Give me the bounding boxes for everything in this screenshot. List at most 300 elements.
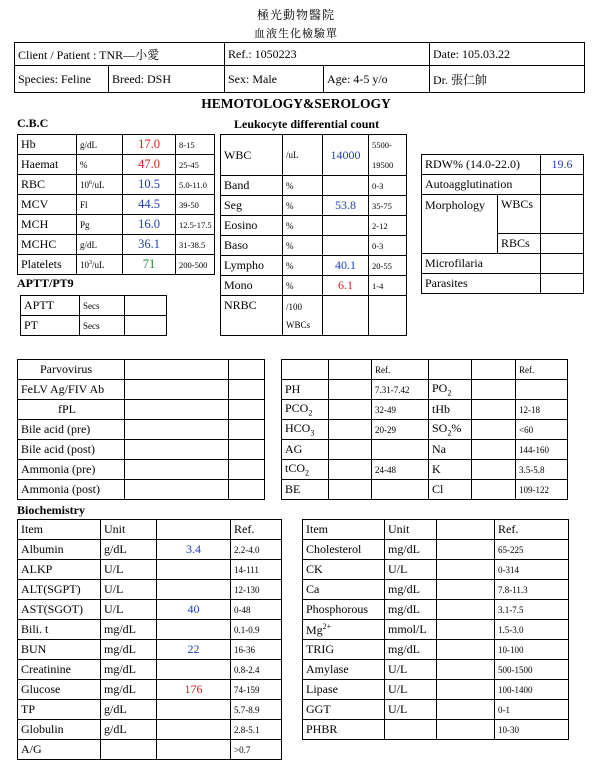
biochem-unit: U/L <box>101 580 157 600</box>
gas-right-value <box>472 440 516 460</box>
cbc-row <box>18 235 215 255</box>
leuko-row <box>221 236 407 256</box>
biochem-value <box>437 640 495 660</box>
serology-test-name: Ammonia (pre) <box>18 460 125 480</box>
gas-left-label: AG <box>282 440 329 460</box>
gas-left-ref: 20-29 <box>372 420 429 440</box>
biochem-unit: mg/dL <box>101 640 157 660</box>
cbc-value: 71 <box>123 255 176 275</box>
biochem-right-row <box>303 680 569 700</box>
main-heading: HEMOTOLOGY&SEROLOGY <box>201 96 391 111</box>
biochem-right-row <box>303 620 569 640</box>
gas-right-label: Cl <box>429 480 472 500</box>
cbc-unit: $10^6/uL$ <box>77 175 123 195</box>
gas-header-blank4 <box>472 360 516 380</box>
morph-rbcs-label: RBCs <box>498 234 541 254</box>
ref-number: Ref.: 1050223 <box>225 43 430 66</box>
biochem-right-row <box>303 720 569 740</box>
biochem-item: Phosphorous <box>303 600 385 620</box>
biochem-ref: 12-130 <box>231 580 282 600</box>
biochem-right-ref-header: Ref. <box>495 520 569 540</box>
leuko-ref: 0-3 <box>369 236 407 256</box>
cbc-row <box>18 155 215 175</box>
biochem-ref: 7.8-11.3 <box>495 580 569 600</box>
cbc-row <box>18 175 215 195</box>
subscript: 2 <box>447 388 452 398</box>
serology-result <box>125 440 229 460</box>
gas-ref-header-left: Ref. <box>372 360 429 380</box>
gas-right-value <box>472 420 516 440</box>
serology-row <box>18 420 265 440</box>
biochem-unit: U/L <box>385 700 437 720</box>
morph-wbcs-blank <box>498 215 541 234</box>
morph-rbcs-value <box>541 234 584 254</box>
leuko-cell-name: Band <box>221 176 283 196</box>
morph-wbcs-label: WBCs <box>498 195 541 215</box>
leuko-cell-name: Baso <box>221 236 283 256</box>
serology-test-name: Ammonia (post) <box>18 480 125 500</box>
aptt-value <box>125 296 167 316</box>
biochem-item: CK <box>303 560 385 580</box>
cbc-value: 10.5 <box>123 175 176 195</box>
biochem-ref: 14-111 <box>231 560 282 580</box>
autoagglutination-value <box>541 175 584 195</box>
biochem-value: 40 <box>157 600 231 620</box>
biochem-value <box>157 580 231 600</box>
gas-left-ref: 7.31-7.42 <box>372 380 429 400</box>
serology-test-name: Bile acid (post) <box>18 440 125 460</box>
cbc-title: C.B.C <box>17 116 49 130</box>
biochem-right-row <box>303 580 569 600</box>
gas-left-value <box>329 480 372 500</box>
serology-row <box>18 480 265 500</box>
leuko-cell-name: Eosino <box>221 216 283 236</box>
biochem-left-row <box>18 740 282 760</box>
biochem-value <box>437 700 495 720</box>
nrbc-ref <box>369 296 407 336</box>
serology-table <box>17 359 265 500</box>
biochem-left-row <box>18 720 282 740</box>
gas-right-label: tHb <box>429 400 472 420</box>
unit-exponent: 6 <box>89 179 92 186</box>
biochem-value: 22 <box>157 640 231 660</box>
leuko-row <box>221 176 407 196</box>
leuko-row-wbc <box>221 135 407 176</box>
biochem-item: Bili. t <box>18 620 101 640</box>
biochem-left-ref-header: Ref. <box>231 520 282 540</box>
biochem-right-unit-header: Unit <box>385 520 437 540</box>
biochem-unit: U/L <box>385 680 437 700</box>
biochem-title: Biochemistry <box>17 503 85 517</box>
serology-row <box>18 460 265 480</box>
leuko-value <box>323 176 369 196</box>
leuko-row <box>221 216 407 236</box>
biochem-unit <box>101 740 157 760</box>
serology-row <box>18 400 265 420</box>
biochem-left-row <box>18 580 282 600</box>
serology-result <box>125 480 229 500</box>
biochem-unit: mg/dL <box>385 540 437 560</box>
biochem-ref: 10-100 <box>495 640 569 660</box>
gas-right-ref: 144-160 <box>516 440 568 460</box>
biochem-value <box>157 720 231 740</box>
parasites-label: Parasites <box>422 274 541 294</box>
cbc-test-name: Hb <box>18 135 77 155</box>
leuko-table <box>220 134 407 336</box>
rdw-value: 19.6 <box>541 155 584 175</box>
gas-left-label: $PCO_2$ <box>282 400 329 420</box>
subscript: 2 <box>308 408 313 418</box>
rdw-table <box>421 154 584 294</box>
gas-left-label: PH <box>282 380 329 400</box>
leuko-value: 40.1 <box>323 256 369 276</box>
leuko-row <box>221 196 407 216</box>
serology-result <box>125 460 229 480</box>
gas-right-ref: 3.5-5.8 <box>516 460 568 480</box>
nrbc-unit-top: /100 <box>286 301 303 312</box>
biochem-unit <box>385 720 437 740</box>
cbc-ref: 12.5-17.5 <box>176 215 215 235</box>
nrbc-unit <box>283 296 323 336</box>
hospital-name: 極光動物醫院 <box>256 8 335 22</box>
biochem-item: A/G <box>18 740 101 760</box>
gas-row <box>282 420 568 440</box>
biochem-item: BUN <box>18 640 101 660</box>
biochem-ref: 0.8-2.4 <box>231 660 282 680</box>
biochem-item: TRIG <box>303 640 385 660</box>
leuko-ref: 2-12 <box>369 216 407 236</box>
biochem-ref: 3.1-7.5 <box>495 600 569 620</box>
gas-row <box>282 380 568 400</box>
cbc-ref: 31-38.5 <box>176 235 215 255</box>
wbc-ref-high: 19500 <box>372 160 394 170</box>
aptt-unit: Secs <box>80 296 125 316</box>
cbc-value: 47.0 <box>123 155 176 175</box>
gas-left-ref: 24-48 <box>372 460 429 480</box>
leuko-unit: % <box>283 236 323 256</box>
aptt-unit: Secs <box>80 316 125 336</box>
rdw-label: RDW% (14.0-22.0) <box>422 155 541 175</box>
biochem-right-row <box>303 600 569 620</box>
gas-right-value <box>472 460 516 480</box>
biochem-item: Albumin <box>18 540 101 560</box>
cbc-ref: 5.0-11.0 <box>176 175 215 195</box>
leuko-row-nrbc <box>221 296 407 336</box>
parasites-value <box>541 274 584 294</box>
cbc-row <box>18 215 215 235</box>
wbc-ref-low: 5500- <box>372 140 392 150</box>
biochem-ref: 0.1-0.9 <box>231 620 282 640</box>
serology-extra <box>229 400 265 420</box>
leuko-unit: % <box>283 256 323 276</box>
subscript: 2 <box>305 468 310 478</box>
biochem-ref: 0-48 <box>231 600 282 620</box>
biochem-ref: 100-1400 <box>495 680 569 700</box>
biochem-right-row <box>303 700 569 720</box>
serology-result <box>125 380 229 400</box>
serology-extra <box>229 360 265 380</box>
biochem-ref: 500-1500 <box>495 660 569 680</box>
gas-left-value <box>329 460 372 480</box>
serology-test-name: Bile acid (pre) <box>18 420 125 440</box>
biochem-item: Ca <box>303 580 385 600</box>
cbc-table <box>17 134 215 275</box>
biochem-item: ALT(SGPT) <box>18 580 101 600</box>
biochem-unit: g/dL <box>101 720 157 740</box>
leuko-row <box>221 256 407 276</box>
wbc-value: 14000 <box>323 135 369 176</box>
biochem-item: Creatinine <box>18 660 101 680</box>
biochem-item: Amylase <box>303 660 385 680</box>
biochem-left-table <box>17 519 282 760</box>
serology-test-name: fPL <box>18 400 125 420</box>
gas-left-value <box>329 400 372 420</box>
biochem-item: Glucose <box>18 680 101 700</box>
biochem-unit: mmol/L <box>385 620 437 640</box>
biochem-ref: >0.7 <box>231 740 282 760</box>
aptt-row <box>21 296 167 316</box>
biochem-left-row <box>18 660 282 680</box>
aptt-row <box>21 316 167 336</box>
biochem-unit: U/L <box>385 660 437 680</box>
cbc-value: 17.0 <box>123 135 176 155</box>
biochem-unit: mg/dL <box>101 620 157 640</box>
doctor: Dr. 張仁帥 <box>430 66 585 93</box>
biochem-item: Cholesterol <box>303 540 385 560</box>
biochem-value <box>157 560 231 580</box>
biochem-unit: U/L <box>101 600 157 620</box>
biochem-value <box>157 660 231 680</box>
biochem-left-row <box>18 640 282 660</box>
morph-wbcs-value <box>541 195 584 234</box>
serology-extra <box>229 380 265 400</box>
nrbc-unit-bottom: WBCs <box>286 319 311 330</box>
biochem-left-row <box>18 540 282 560</box>
biochem-item: Globulin <box>18 720 101 740</box>
biochem-item: Lipase <box>303 680 385 700</box>
subscript: 2 <box>447 428 452 438</box>
gas-row <box>282 400 568 420</box>
microfilaria-label: Microfilaria <box>422 254 541 274</box>
biochem-item: TP <box>18 700 101 720</box>
serology-extra <box>229 480 265 500</box>
biochem-value <box>157 740 231 760</box>
gas-ref-header-right: Ref. <box>516 360 568 380</box>
aptt-test-name: APTT <box>21 296 80 316</box>
gas-right-value <box>472 480 516 500</box>
serology-row <box>18 360 265 380</box>
biochem-ref: 5.7-8.9 <box>231 700 282 720</box>
serology-test-name: Parvovirus <box>18 360 125 380</box>
cbc-row <box>18 195 215 215</box>
biochem-item: ALKP <box>18 560 101 580</box>
report-date: Date: 105.03.22 <box>430 43 585 66</box>
aptt-title: APTT/PT9 <box>17 276 74 290</box>
breed: Breed: DSH <box>109 66 225 93</box>
leuko-ref: 0-3 <box>369 176 407 196</box>
biochem-left-row <box>18 680 282 700</box>
biochem-right-item-header: Item <box>303 520 385 540</box>
cbc-value: 36.1 <box>123 235 176 255</box>
gas-left-label: BE <box>282 480 329 500</box>
cbc-unit: g/dL <box>77 235 123 255</box>
serology-row <box>18 380 265 400</box>
leuko-row <box>221 276 407 296</box>
biochem-right-value-header <box>437 520 495 540</box>
serology-row <box>18 440 265 460</box>
unit-exponent: 3 <box>89 259 92 266</box>
biochem-ref: 10-30 <box>495 720 569 740</box>
biochem-value: 3.4 <box>157 540 231 560</box>
morphology-label: Morphology <box>422 195 498 254</box>
biochem-left-value-header <box>157 520 231 540</box>
nrbc-label: NRBC <box>221 296 283 336</box>
cbc-value: 44.5 <box>123 195 176 215</box>
client-patient: Client / Patient : TNR—小愛 <box>15 43 225 66</box>
aptt-value <box>125 316 167 336</box>
cbc-value: 16.0 <box>123 215 176 235</box>
biochem-value <box>157 700 231 720</box>
gas-right-ref <box>516 380 568 400</box>
biochem-right-row <box>303 640 569 660</box>
biochem-right-row <box>303 660 569 680</box>
sex: Sex: Male <box>225 66 324 93</box>
aptt-table <box>20 295 167 336</box>
gas-right-ref: 109-122 <box>516 480 568 500</box>
biochem-right-row <box>303 560 569 580</box>
biochem-value <box>437 580 495 600</box>
biochem-left-row <box>18 600 282 620</box>
cbc-row <box>18 135 215 155</box>
aptt-test-name: PT <box>21 316 80 336</box>
wbc-ref <box>369 135 407 176</box>
cbc-ref: 39-50 <box>176 195 215 215</box>
serology-result <box>125 400 229 420</box>
gas-left-value <box>329 380 372 400</box>
biochem-right-table <box>302 519 569 740</box>
gas-right-value <box>472 400 516 420</box>
biochem-unit: mg/dL <box>101 680 157 700</box>
biochem-item: PHBR <box>303 720 385 740</box>
species: Species: Feline <box>15 66 109 93</box>
leuko-value: 53.8 <box>323 196 369 216</box>
biochem-unit: U/L <box>101 560 157 580</box>
serology-extra <box>229 460 265 480</box>
biochem-item: AST(SGOT) <box>18 600 101 620</box>
biochem-left-row <box>18 700 282 720</box>
wbc-label: WBC <box>221 135 283 176</box>
gas-header-blank2 <box>329 360 372 380</box>
biochem-ref: 16-36 <box>231 640 282 660</box>
wbc-unit: /uL <box>283 135 323 176</box>
biochem-ref: 2.8-5.1 <box>231 720 282 740</box>
leuko-ref: 1-4 <box>369 276 407 296</box>
cbc-test-name: Haemat <box>18 155 77 175</box>
autoagglutination-label: Autoagglutination <box>422 175 541 195</box>
serology-result <box>125 360 229 380</box>
biochem-unit: mg/dL <box>385 640 437 660</box>
cbc-unit: g/dL <box>77 135 123 155</box>
serology-result <box>125 420 229 440</box>
leuko-value <box>323 216 369 236</box>
biochem-value <box>437 540 495 560</box>
gas-row <box>282 480 568 500</box>
serology-test-name: FeLV Ag/FIV Ab <box>18 380 125 400</box>
leuko-cell-name: Seg <box>221 196 283 216</box>
gas-row <box>282 460 568 480</box>
biochem-unit: U/L <box>385 560 437 580</box>
gas-header-blank3 <box>429 360 472 380</box>
cbc-test-name: MCHC <box>18 235 77 255</box>
biochem-item: GGT <box>303 700 385 720</box>
cbc-test-name: Platelets <box>18 255 77 275</box>
microfilaria-value <box>541 254 584 274</box>
leuko-unit: % <box>283 196 323 216</box>
serology-extra <box>229 420 265 440</box>
biochem-unit: mg/dL <box>385 600 437 620</box>
superscript: 2+ <box>322 621 332 631</box>
leuko-unit: % <box>283 176 323 196</box>
subscript: 3 <box>310 428 315 438</box>
cbc-test-name: MCV <box>18 195 77 215</box>
cbc-ref: 8-15 <box>176 135 215 155</box>
cbc-unit: $10^3/uL$ <box>77 255 123 275</box>
cbc-test-name: RBC <box>18 175 77 195</box>
biochem-left-row <box>18 560 282 580</box>
cbc-unit: % <box>77 155 123 175</box>
biochem-ref: 0-314 <box>495 560 569 580</box>
leuko-ref: 35-75 <box>369 196 407 216</box>
blood-gas-table <box>281 359 568 500</box>
cbc-ref: 25-45 <box>176 155 215 175</box>
leuko-ref: 20-55 <box>369 256 407 276</box>
biochem-ref: 2.2-4.0 <box>231 540 282 560</box>
biochem-value <box>437 720 495 740</box>
biochem-value <box>437 660 495 680</box>
biochem-ref: 74-159 <box>231 680 282 700</box>
biochem-ref: 0-1 <box>495 700 569 720</box>
leuko-title: Leukocyte differential count <box>234 117 380 131</box>
age: Age: 4-5 y/o <box>324 66 430 93</box>
biochem-unit: g/dL <box>101 540 157 560</box>
gas-right-ref: <60 <box>516 420 568 440</box>
biochem-value <box>437 680 495 700</box>
biochem-left-unit-header: Unit <box>101 520 157 540</box>
leuko-cell-name: Mono <box>221 276 283 296</box>
biochem-unit: mg/dL <box>385 580 437 600</box>
gas-left-label: $HCO_3$ <box>282 420 329 440</box>
biochem-value <box>157 620 231 640</box>
biochem-value: 176 <box>157 680 231 700</box>
patient-info-table <box>14 42 585 93</box>
gas-right-ref: 12-18 <box>516 400 568 420</box>
serology-extra <box>229 440 265 460</box>
cbc-row <box>18 255 215 275</box>
leuko-value <box>323 236 369 256</box>
leuko-cell-name: Lympho <box>221 256 283 276</box>
cbc-test-name: MCH <box>18 215 77 235</box>
gas-left-value <box>329 440 372 460</box>
biochem-left-row <box>18 620 282 640</box>
biochem-value <box>437 620 495 640</box>
biochem-ref: 65-225 <box>495 540 569 560</box>
nrbc-value <box>323 296 369 336</box>
biochem-right-row <box>303 540 569 560</box>
biochem-unit: g/dL <box>101 700 157 720</box>
biochem-ref: 1.5-3.0 <box>495 620 569 640</box>
cbc-ref: 200-500 <box>176 255 215 275</box>
gas-right-value <box>472 380 516 400</box>
